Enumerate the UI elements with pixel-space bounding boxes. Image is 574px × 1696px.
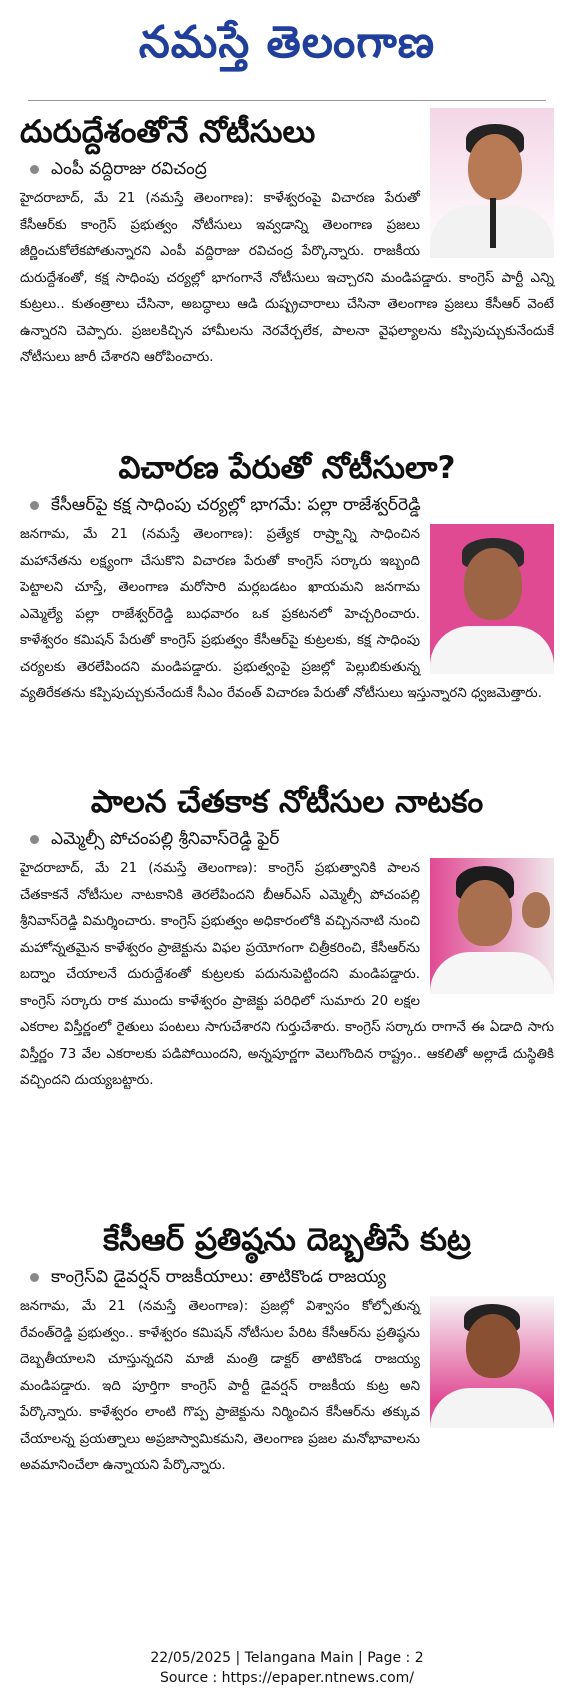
subhead [20, 492, 554, 518]
masthead [0, 0, 574, 96]
footer-edition-info: 22/05/2025 | Telangana Main | Page : 2 [150, 1650, 424, 1666]
subhead-text: ఎమ్మెల్సీ పోచంపల్లి శ్రీనివాస్‌రెడ్డి ఫైర్ [51, 829, 280, 849]
article-body [20, 1294, 554, 1480]
photo-palla [430, 524, 554, 674]
headline: కేసీఆర్ ప్రతిష్ఠను దెబ్బతీసే కుట్ర [103, 1222, 471, 1258]
masthead-title: నమస్తే తెలంగాణ [138, 17, 436, 68]
subhead-text: ఎంపీ వద్దిరాజు రవిచంద్ర [51, 159, 207, 179]
bullet-icon [30, 501, 39, 510]
article-4 [20, 1220, 554, 1480]
bullet-icon [30, 1273, 39, 1282]
article-3 [20, 782, 554, 1095]
divider [28, 100, 546, 101]
photo-vaddiraju [430, 108, 554, 258]
bullet-icon [30, 165, 39, 174]
article-body [20, 856, 554, 1095]
article-text: జనగామ, మే 21 (నమస్తే తెలంగాణ): ప్రత్యేక రాష్ర్టాన్ని సాధించిన మహానేతను లక్ష్యంగా చేసుకొని విచారణ పేరుతో కాంగ్రెస్ సర్కారు ఇబ్బంది పెట్టాలని చూస్తే, తెలంగాణ మరోసారి మర్లబడటం ఖాయమని జనగామ ఎమ్మెల్యే పల్లా రాజేశ్వర్‌రెడ్డి బుధవారం ఒక ప్రకటనలో హెచ్చరించారు. కాళేశ్వరం కమిషన్ పేరుతో కాంగ్రెస్ ప్రభుత్వం కేసీఆర్‌పై కుట్రలకు, కక్ష సాధింపు చర్యలకు తెరలేపిందని మండిపడ్డారు. ప్రభుత్వంపై ప్రజల్లో పెల్లుబికుతున్న వ్యతిరేకతను కప్పిపుచ్చుకునేందుకే సీఎం రేవంత్ విచారణ పేరుతో నోటీసులు ఇస్తున్నారని ధ్వజమెత్తారు. [20, 527, 542, 701]
article-text: హైదరాబాద్, మే 21 (నమస్తే తెలంగాణ): కాళేశ్వరంపై విచారణ పేరుతో కేసీఆర్‌కు కాంగ్రెస్ ప్రభుత్వం నోటీసులు ఇవ్వడాన్ని తెలంగాణ ప్రజలు జీర్ణించుకోలేకపోతున్నారని ఎంపీ వద్దిరాజు రవిచంద్ర పేర్కొన్నారు. రాజకీయ దురుద్దేశంతో, కక్ష సాధింపు చర్యల్లో భాగంగానే నోటీసులు ఇచ్చారని మండిపడ్డారు. కాంగ్రెస్ పార్టీ ఎన్ని కుట్రలు.. కుతంత్రాలు చేసినా, అబద్ధాలు ఆడి దుష్ప్రచారాలు చేసినా తెలంగాణ ప్రజలు కేసీఆర్ వెంటే ఉన్నారని చెప్పారు. ప్రజలకిచ్చిన హామీలను నెరవేర్చలేక, పాలనా వైఫల్యాలను కప్పిపుచ్చుకునేందుకే నోటీసులు జారీ చేశారని ఆరోపించారు. [20, 191, 554, 365]
headline: పాలన చేతకాక నోటీసుల నాటకం [90, 784, 484, 820]
article-1 [20, 112, 554, 372]
photo-pochampally [430, 858, 554, 994]
footer [0, 1648, 574, 1688]
subhead [20, 1264, 554, 1290]
subhead [20, 826, 554, 852]
footer-source-link[interactable]: Source : https://epaper.ntnews.com/ [159, 1670, 415, 1686]
headline: విచారణ పేరుతో నోటీసులా? [118, 450, 456, 486]
subhead-text: కాంగ్రెస్‌వి డైవర్షన్ రాజకీయాలు: తాటికొండ రాజయ్య [51, 1267, 387, 1287]
subhead-text: కేసీఆర్‌పై కక్ష సాధింపు చర్యల్లో భాగమే: పల్లా రాజేశ్వర్‌రెడ్డి [51, 495, 421, 515]
article-2 [20, 448, 554, 708]
article-text: హైదరాబాద్, మే 21 (నమస్తే తెలంగాణ): కాంగ్రెస్ ప్రభుత్వానికి పాలన చేతకాకనే నోటీసుల నాటకానికి తెరలేపిందని బీఆర్‌ఎస్ ఎమ్మెల్సీ పోచంపల్లి శ్రీనివాస్‌రెడ్డి విమర్శించారు. కాంగ్రెస్ ప్రభుత్వం అధికారంలోకి వచ్చిననాటి నుంచి మహోన్నతమైన కాళేశ్వరం ప్రాజెక్టును విఫల ప్రయోగంగా చిత్రీకరించి, కేసీఆర్‌ను బద్నాం చేయాలనే దురుద్దేశంతో కుట్రలకు పదునుపెట్టిందని మండిపడ్డారు. కాంగ్రెస్ సర్కారు రాక ముందు కాళేశ్వరం ప్రాజెక్టు పరిధిలో సుమారు 20 లక్షల ఎకరాల విస్తీర్ణంలో రైతులు పంటలు సాగుచేశారని గుర్తుచేశారు. కాంగ్రెస్ సర్కారు రాగానే ఈ ఏడాది సాగు విస్తీర్ణం 73 వేల ఎకరాలకు పడిపోయిందని, అన్నపూర్ణగా వెలుగొందిన రాష్ట్రం.. ఆకలితో అల్లాడే దుస్థితికి వచ్చిందని దుయ్యబట్టారు. [20, 861, 554, 1088]
article-body [20, 522, 554, 708]
bullet-icon [30, 835, 39, 844]
photo-rajaiah [430, 1296, 554, 1428]
headline: దురుద్దేశంతోనే నోటీసులు [20, 114, 316, 150]
article-body [20, 186, 554, 372]
article-text: జనగామ, మే 21 (నమస్తే తెలంగాణ): ప్రజల్లో విశ్వాసం కోల్పోతున్న రేవంత్‌రెడ్డి ప్రభుత్వం.. కాళేశ్వరం కమిషన్ నోటీసుల పేరిట కేసీఆర్‌ను ప్రతిష్ఠను దెబ్బతీయాలని చూస్తున్నదని మాజీ మంత్రి డాక్టర్ తాటికొండ రాజయ్య మండిపడ్డారు. ఇది పూర్తిగా కాంగ్రెస్ పార్టీ డైవర్షన్ రాజకీయ కుట్ర అని పేర్కొన్నారు. కాళేశ్వరం లాంటి గొప్ప ప్రాజెక్టును నిర్మించిన కేసీఆర్‌ను తక్కువ చేయాలన్న ప్రయత్నాలు అప్రజాస్వామికమని, తెలంగాణ ప్రజల మనోభావాలను అవమానించేలా ఉన్నాయని పేర్కొన్నారు. [20, 1299, 420, 1473]
